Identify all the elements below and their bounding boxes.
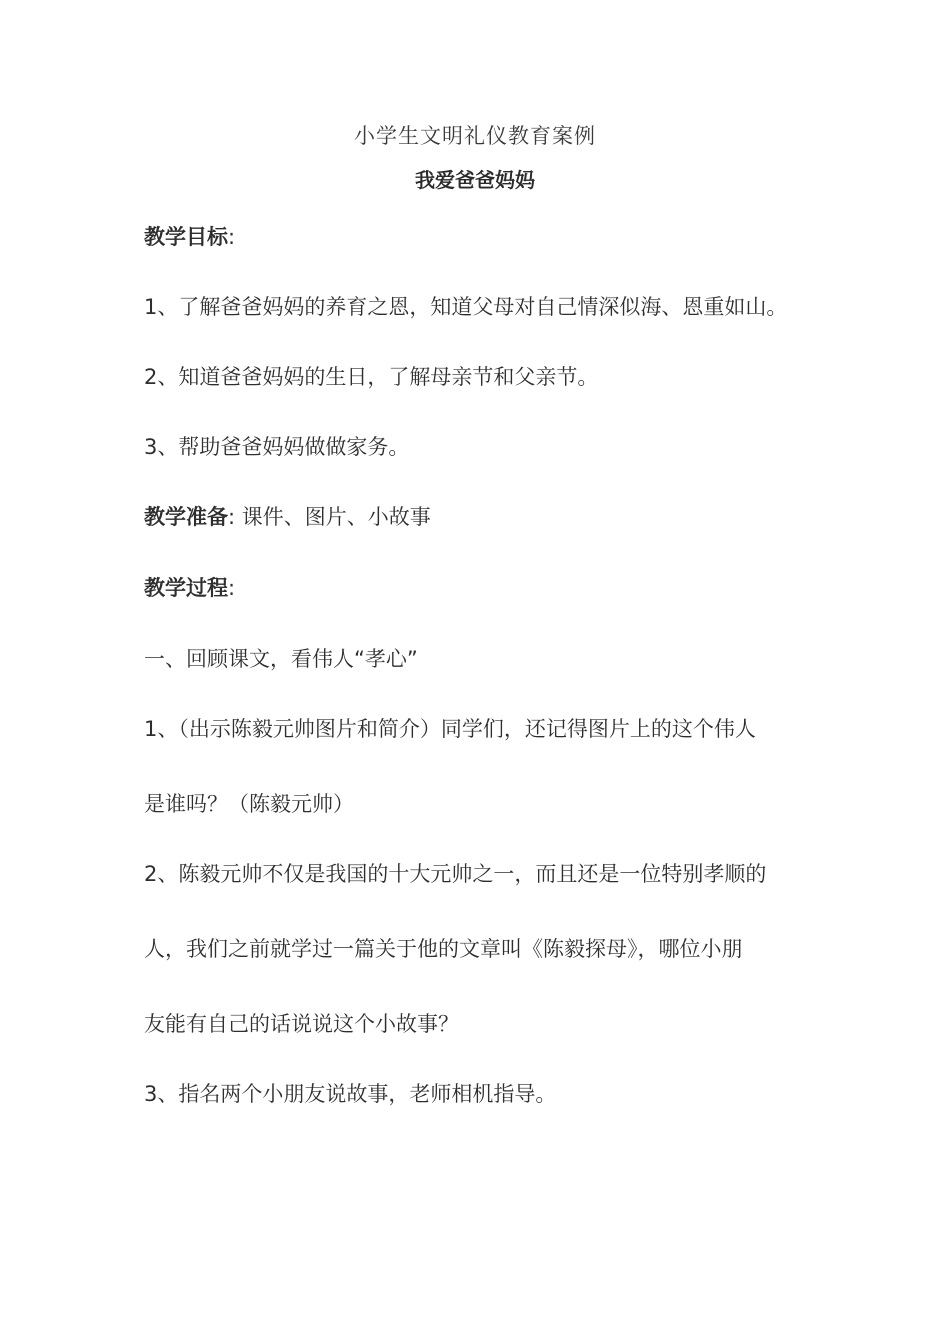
preparation-line [144,502,844,532]
objectives-colon: : [228,225,236,249]
document-title: 小学生文明礼仪教育案例 [354,124,596,148]
document-subtitle: 我爱爸爸妈妈 [415,168,535,192]
process-line-4: 人，我们之前就学过一篇关于他的文章叫《陈毅探母》，哪位小朋 [144,937,743,961]
objectives-heading [144,222,844,252]
objective-item-3: 3、帮助爸爸妈妈做做家务。 [144,435,410,459]
preparation-text: : 课件、图片、小故事 [228,505,431,529]
process-colon: : [228,576,236,600]
objectives-label: 教学目标 [144,225,228,249]
process-label: 教学过程 [144,576,228,600]
process-line-3: 2、陈毅元帅不仅是我国的十大元帅之一，而且还是一位特别孝顺的 [144,862,767,886]
process-line-1: 1、（出示陈毅元帅图片和简介）同学们，还记得图片上的这个伟人 [144,717,756,741]
process-line-2: 是谁吗？（陈毅元帅） [144,792,354,816]
process-heading [144,573,844,603]
section-1-heading: 一、回顾课文，看伟人“孝心” [144,647,418,671]
process-line-5: 友能有自己的话说说这个小故事？ [144,1012,459,1036]
objective-item-1: 1、了解爸爸妈妈的养育之恩，知道父母对自己情深似海、恩重如山。 [144,295,788,319]
objective-item-2: 2、知道爸爸妈妈的生日，了解母亲节和父亲节。 [144,365,599,389]
process-line-6: 3、指名两个小朋友说故事，老师相机指导。 [144,1082,557,1106]
preparation-label: 教学准备 [144,505,228,529]
